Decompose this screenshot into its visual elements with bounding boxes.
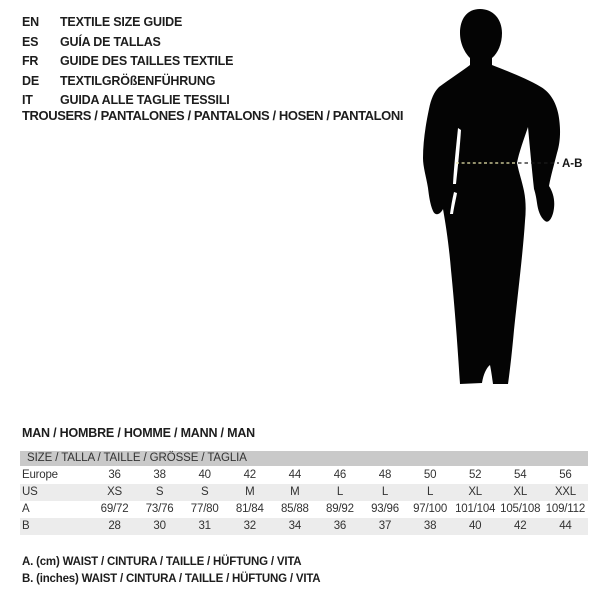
language-label: GUIDA ALLE TAGLIE TESSILI [60, 93, 230, 107]
man-silhouette [410, 0, 600, 400]
measure-label: A-B [562, 158, 583, 170]
product-heading: TROUSERS / PANTALONES / PANTALONS / HOSEN / PANTALONI [22, 108, 404, 123]
language-code: DE [22, 73, 39, 88]
table-row [20, 501, 588, 518]
size-cell: 69/72 [100, 503, 129, 515]
size-cell: 54 [514, 469, 527, 481]
language-code: IT [22, 93, 33, 107]
size-cell: 42 [514, 520, 527, 532]
size-cell: 77/80 [190, 503, 219, 515]
row-label: Europe [22, 469, 58, 481]
size-cell: 38 [153, 469, 166, 481]
size-cell: 40 [468, 520, 482, 532]
language-row [22, 72, 233, 92]
size-cell: 37 [378, 520, 392, 532]
language-row [22, 13, 233, 33]
table-row [20, 484, 588, 501]
size-cell: 30 [153, 520, 166, 532]
notes [22, 554, 320, 587]
size-cell: 28 [108, 520, 121, 532]
size-table-header: SIZE / TALLA / TAILLE / GRÖSSE / TAGLIA [20, 451, 588, 466]
size-cell: S [200, 486, 209, 498]
size-cell: 32 [243, 520, 256, 532]
language-code: ES [22, 34, 39, 49]
size-cell: L [426, 486, 434, 498]
size-cell: L [336, 486, 344, 498]
size-cell: 56 [559, 469, 572, 481]
size-cell: 101/104 [455, 503, 496, 515]
size-cell: 52 [468, 469, 482, 481]
size-cell: 109/112 [545, 503, 586, 515]
size-cell: 34 [288, 520, 302, 532]
size-cell: S [155, 486, 164, 498]
table-row [20, 518, 588, 535]
size-cell: 40 [198, 469, 211, 481]
size-cell: 44 [559, 520, 572, 532]
size-cell: 93/96 [371, 503, 399, 515]
row-label: B [22, 520, 30, 532]
language-row [22, 33, 233, 53]
size-cell: 36 [108, 469, 121, 481]
note-line: A. (cm) WAIST / CINTURA / TAILLE / HÜFTUNG / VITA [22, 556, 302, 568]
size-cell: 42 [243, 469, 256, 481]
size-cell: 36 [333, 520, 347, 532]
size-cell: 81/84 [235, 503, 264, 515]
size-cell: 44 [288, 469, 302, 481]
size-cell: M [290, 486, 300, 498]
figure [410, 0, 600, 400]
language-label: GUIDE DES TAILLES TEXTILE [60, 54, 234, 68]
gender-heading: MAN / HOMBRE / HOMME / MANN / MAN [22, 426, 255, 440]
size-cell: 73/76 [145, 503, 174, 515]
size-cell: 48 [378, 469, 392, 481]
size-cell: 46 [333, 469, 347, 481]
size-cell: 85/88 [280, 503, 309, 515]
language-list [22, 13, 233, 111]
man-silhouette-shape [423, 9, 560, 384]
size-cell: 38 [423, 520, 437, 532]
table-row [20, 467, 588, 484]
size-cell: L [381, 486, 389, 498]
size-cell: 97/100 [413, 503, 448, 515]
language-code: FR [22, 54, 39, 68]
size-cell: 105/108 [500, 503, 541, 515]
size-cell: 89/92 [326, 503, 354, 515]
row-label: US [22, 486, 38, 498]
row-label: A [22, 503, 30, 515]
language-row [22, 52, 233, 72]
language-code: EN [22, 15, 39, 29]
size-cell: 50 [423, 469, 437, 481]
size-cell: M [245, 486, 255, 498]
size-cell: XXL [554, 486, 576, 498]
size-table [20, 467, 588, 535]
size-cell: 31 [198, 520, 211, 532]
size-cell: XL [513, 486, 528, 498]
language-label: TEXTILGRÖßENFÜHRUNG [60, 73, 216, 88]
size-cell: XL [468, 486, 482, 498]
size-cell: XS [107, 486, 123, 498]
language-label: TEXTILE SIZE GUIDE [60, 15, 183, 29]
language-label: GUÍA DE TALLAS [60, 34, 161, 49]
note-line: B. (inches) WAIST / CINTURA / TAILLE / HÜFTUNG / VITA [22, 572, 321, 585]
